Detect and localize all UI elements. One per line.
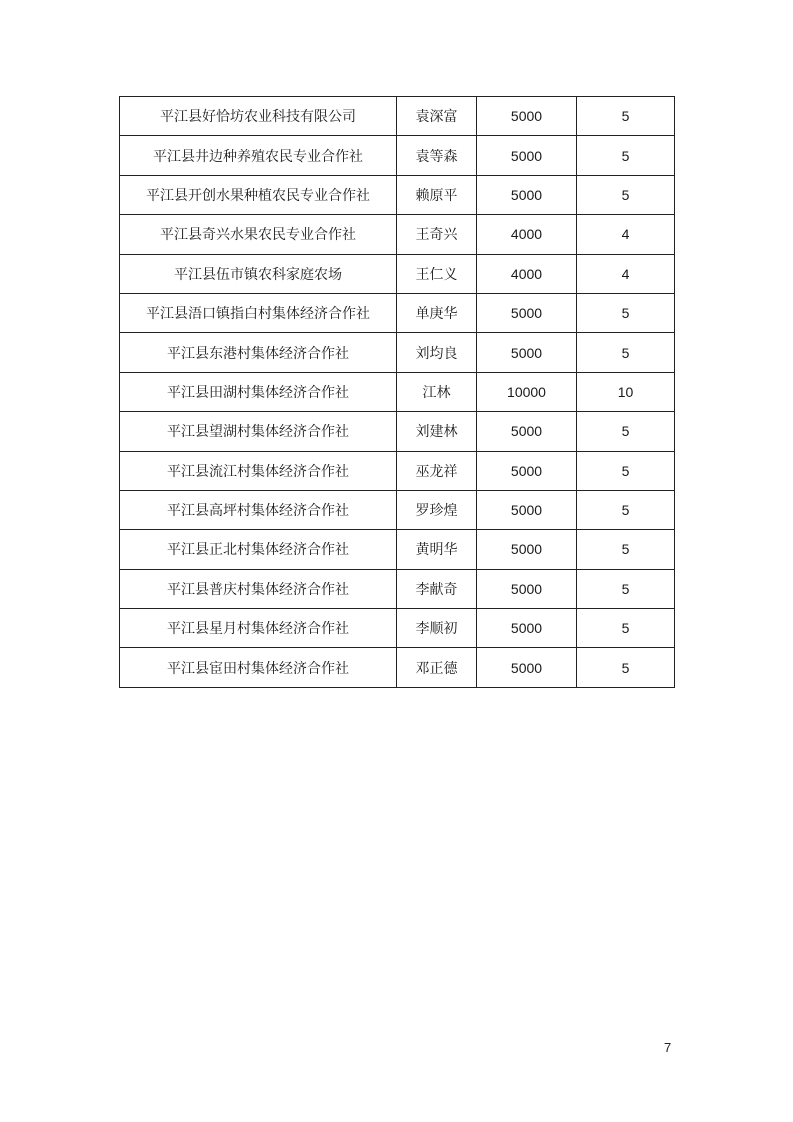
count-cell: 5 xyxy=(577,293,675,332)
amount-cell: 5000 xyxy=(477,648,577,687)
amount-cell: 5000 xyxy=(477,136,577,175)
contact-person-cell: 刘建林 xyxy=(397,412,477,451)
amount-cell: 4000 xyxy=(477,254,577,293)
amount-cell: 5000 xyxy=(477,490,577,529)
organization-name-cell: 平江县高坪村集体经济合作社 xyxy=(120,490,397,529)
amount-cell: 5000 xyxy=(477,97,577,136)
count-cell: 5 xyxy=(577,333,675,372)
organization-name-cell: 平江县望湖村集体经济合作社 xyxy=(120,412,397,451)
count-cell: 5 xyxy=(577,136,675,175)
organization-name-cell: 平江县开创水果种植农民专业合作社 xyxy=(120,175,397,214)
table-row xyxy=(120,412,675,451)
organization-name-cell: 平江县奇兴水果农民专业合作社 xyxy=(120,215,397,254)
organization-name-cell: 平江县伍市镇农科家庭农场 xyxy=(120,254,397,293)
amount-cell: 5000 xyxy=(477,333,577,372)
table-row xyxy=(120,254,675,293)
count-cell: 5 xyxy=(577,412,675,451)
amount-cell: 5000 xyxy=(477,451,577,490)
organization-name-cell: 平江县流江村集体经济合作社 xyxy=(120,451,397,490)
count-cell: 5 xyxy=(577,175,675,214)
table-row xyxy=(120,333,675,372)
contact-person-cell: 李顺初 xyxy=(397,609,477,648)
table-row xyxy=(120,609,675,648)
count-cell: 5 xyxy=(577,648,675,687)
amount-cell: 4000 xyxy=(477,215,577,254)
table-row xyxy=(120,490,675,529)
contact-person-cell: 袁等森 xyxy=(397,136,477,175)
amount-cell: 5000 xyxy=(477,530,577,569)
count-cell: 10 xyxy=(577,372,675,411)
table-row xyxy=(120,569,675,608)
contact-person-cell: 江林 xyxy=(397,372,477,411)
table-row xyxy=(120,530,675,569)
contact-person-cell: 巫龙祥 xyxy=(397,451,477,490)
contact-person-cell: 李献奇 xyxy=(397,569,477,608)
amount-cell: 10000 xyxy=(477,372,577,411)
contact-person-cell: 刘均良 xyxy=(397,333,477,372)
count-cell: 5 xyxy=(577,451,675,490)
organization-name-cell: 平江县东港村集体经济合作社 xyxy=(120,333,397,372)
data-table xyxy=(119,96,675,688)
organization-name-cell: 平江县普庆村集体经济合作社 xyxy=(120,569,397,608)
organization-name-cell: 平江县星月村集体经济合作社 xyxy=(120,609,397,648)
contact-person-cell: 黄明华 xyxy=(397,530,477,569)
organization-name-cell: 平江县好恰坊农业科技有限公司 xyxy=(120,97,397,136)
organization-name-cell: 平江县田湖村集体经济合作社 xyxy=(120,372,397,411)
table-row xyxy=(120,648,675,687)
amount-cell: 5000 xyxy=(477,609,577,648)
contact-person-cell: 罗珍煌 xyxy=(397,490,477,529)
organization-name-cell: 平江县宦田村集体经济合作社 xyxy=(120,648,397,687)
table-row xyxy=(120,97,675,136)
count-cell: 5 xyxy=(577,97,675,136)
amount-cell: 5000 xyxy=(477,175,577,214)
contact-person-cell: 单庚华 xyxy=(397,293,477,332)
table-row xyxy=(120,215,675,254)
page-number: 7 xyxy=(664,1040,672,1055)
organization-name-cell: 平江县正北村集体经济合作社 xyxy=(120,530,397,569)
count-cell: 5 xyxy=(577,490,675,529)
contact-person-cell: 邓正德 xyxy=(397,648,477,687)
count-cell: 5 xyxy=(577,530,675,569)
contact-person-cell: 赖原平 xyxy=(397,175,477,214)
contact-person-cell: 王奇兴 xyxy=(397,215,477,254)
count-cell: 5 xyxy=(577,569,675,608)
table-row xyxy=(120,293,675,332)
amount-cell: 5000 xyxy=(477,293,577,332)
amount-cell: 5000 xyxy=(477,412,577,451)
organization-name-cell: 平江县井边种养殖农民专业合作社 xyxy=(120,136,397,175)
table-body xyxy=(120,97,675,688)
table-row xyxy=(120,451,675,490)
table-row xyxy=(120,136,675,175)
contact-person-cell: 袁深富 xyxy=(397,97,477,136)
table-row xyxy=(120,175,675,214)
amount-cell: 5000 xyxy=(477,569,577,608)
contact-person-cell: 王仁义 xyxy=(397,254,477,293)
count-cell: 5 xyxy=(577,609,675,648)
count-cell: 4 xyxy=(577,254,675,293)
count-cell: 4 xyxy=(577,215,675,254)
table-row xyxy=(120,372,675,411)
organization-name-cell: 平江县浯口镇指白村集体经济合作社 xyxy=(120,293,397,332)
